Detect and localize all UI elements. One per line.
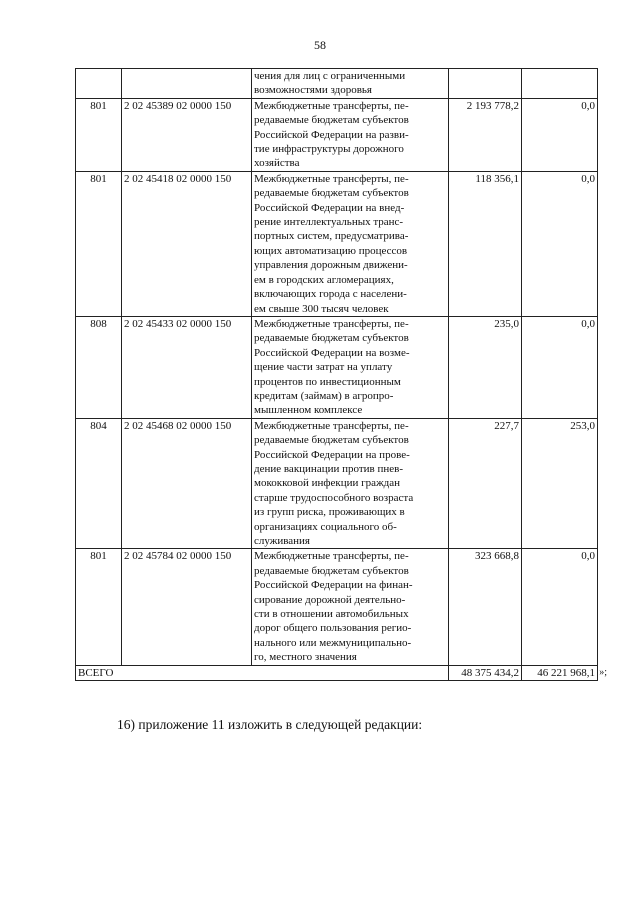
description-line: хозяйства: [254, 157, 300, 170]
budget-classification-code-cell: 2 02 45418 02 0000 150: [122, 171, 252, 316]
description-line: из групп риска, проживающих в: [254, 506, 405, 519]
budget-classification-code-cell: 2 02 45389 02 0000 150: [122, 98, 252, 171]
description-line: мококковой инфекции граждан: [254, 477, 401, 490]
description-line: нального или межмуниципально-: [254, 636, 412, 649]
description-line: сти в отношении автомобильных: [254, 608, 409, 621]
amendment-instruction: 16) приложение 11 изложить в следующей редакции:: [117, 717, 423, 732]
description-line: ющих автоматизацию процессов: [254, 244, 408, 257]
description-line: Межбюджетные трансферты, пе-: [254, 419, 409, 432]
description-line: Межбюджетные трансферты, пе-: [254, 172, 409, 185]
description-line: организациях социального об-: [254, 520, 397, 533]
table-row: [76, 171, 598, 316]
amount-cell-year-1: 227,7: [449, 418, 522, 549]
description-line: ем в городских агломерациях,: [254, 273, 394, 286]
description-line: редаваемые бюджетам субъектов: [254, 434, 409, 447]
description-line: Межбюджетные трансферты, пе-: [254, 99, 409, 112]
budget-classification-code-cell: 2 02 45784 02 0000 150: [122, 549, 252, 665]
total-row: [76, 665, 598, 680]
description-line: управления дорожным движени-: [254, 259, 408, 272]
admin-code-cell: 801: [76, 171, 122, 316]
total-label: ВСЕГО: [76, 665, 449, 680]
table-row: [76, 69, 598, 99]
description-line: редаваемые бюджетам субъектов: [254, 187, 409, 200]
description-line: Российской Федерации на возме-: [254, 346, 410, 359]
description-line: ем свыше 300 тысяч человек: [254, 302, 389, 315]
table-row: [76, 418, 598, 549]
description-line: Российской Федерации на внед-: [254, 201, 405, 214]
page-number: 58: [314, 38, 326, 52]
description-cell: [252, 316, 449, 418]
budget-table-body: [76, 69, 607, 681]
amount-cell-year-2: [522, 69, 598, 99]
description-line: редаваемые бюджетам субъектов: [254, 332, 409, 345]
description-line: Российской Федерации на разви-: [254, 128, 409, 141]
amount-cell-year-1: 323 668,8: [449, 549, 522, 665]
description-cell: [252, 549, 449, 665]
description-line: возможностями здоровья: [254, 84, 372, 97]
amount-cell-year-1: 2 193 778,2: [449, 98, 522, 171]
description-cell: [252, 171, 449, 316]
amount-cell-year-1: 118 356,1: [449, 171, 522, 316]
description-line: рение интеллектуальных транс-: [254, 216, 404, 229]
description-line: сирование дорожной деятельно-: [254, 593, 406, 606]
description-line: портных систем, предусматрива-: [254, 230, 409, 243]
description-line: редаваемые бюджетам субъектов: [254, 564, 409, 577]
description-line: мышленном комплексе: [254, 404, 363, 417]
table-row: [76, 549, 598, 665]
description-line: го, местного значения: [254, 651, 357, 664]
total-amount-year-2-cell: [522, 665, 607, 680]
budget-classification-code-cell: 2 02 45433 02 0000 150: [122, 316, 252, 418]
amount-cell-year-1: [449, 69, 522, 99]
description-line: щение части затрат на уплату: [254, 361, 393, 374]
description-line: Российской Федерации на прове-: [254, 448, 410, 461]
amount-cell-year-2: 0,0: [522, 549, 598, 665]
description-line: тие инфраструктуры дорожного: [254, 143, 404, 156]
description-line: процентов по инвестиционным: [254, 375, 401, 388]
description-cell: [252, 69, 449, 99]
amount-cell-year-2: 0,0: [522, 316, 598, 418]
description-line: служивания: [254, 535, 310, 547]
description-line: редаваемые бюджетам субъектов: [254, 114, 409, 127]
description-line: включающих города с населени-: [254, 288, 407, 301]
admin-code-cell: 804: [76, 418, 122, 549]
amount-cell-year-2: 0,0: [522, 98, 598, 171]
total-amount-year-1: 48 375 434,2: [449, 665, 522, 680]
description-line: дорог общего пользования регио-: [254, 622, 412, 635]
table-row: [76, 98, 598, 171]
amount-cell-year-2: 0,0: [522, 171, 598, 316]
admin-code-cell: 801: [76, 98, 122, 171]
description-line: кредитам (займам) в агропро-: [254, 389, 394, 402]
table-row: [76, 316, 598, 418]
closing-quote-mark: »;: [599, 666, 607, 678]
amount-cell-year-1: 235,0: [449, 316, 522, 418]
admin-code-cell: 808: [76, 316, 122, 418]
total-amount-year-2: 46 221 968,1: [537, 666, 595, 679]
description-line: Российской Федерации на финан-: [254, 579, 413, 592]
admin-code-cell: 801: [76, 549, 122, 665]
description-line: Межбюджетные трансферты, пе-: [254, 550, 409, 563]
description-line: дение вакцинации против пнев-: [254, 462, 404, 475]
budget-table: [75, 68, 607, 681]
description-cell: [252, 98, 449, 171]
amount-cell-year-2: 253,0: [522, 418, 598, 549]
budget-classification-code-cell: [122, 69, 252, 99]
description-line: чения для лиц с ограниченными: [254, 70, 406, 82]
budget-classification-code-cell: 2 02 45468 02 0000 150: [122, 418, 252, 549]
description-line: старше трудоспособного возраста: [254, 491, 414, 504]
admin-code-cell: [76, 69, 122, 99]
description-cell: [252, 418, 449, 549]
description-line: Межбюджетные трансферты, пе-: [254, 317, 409, 330]
